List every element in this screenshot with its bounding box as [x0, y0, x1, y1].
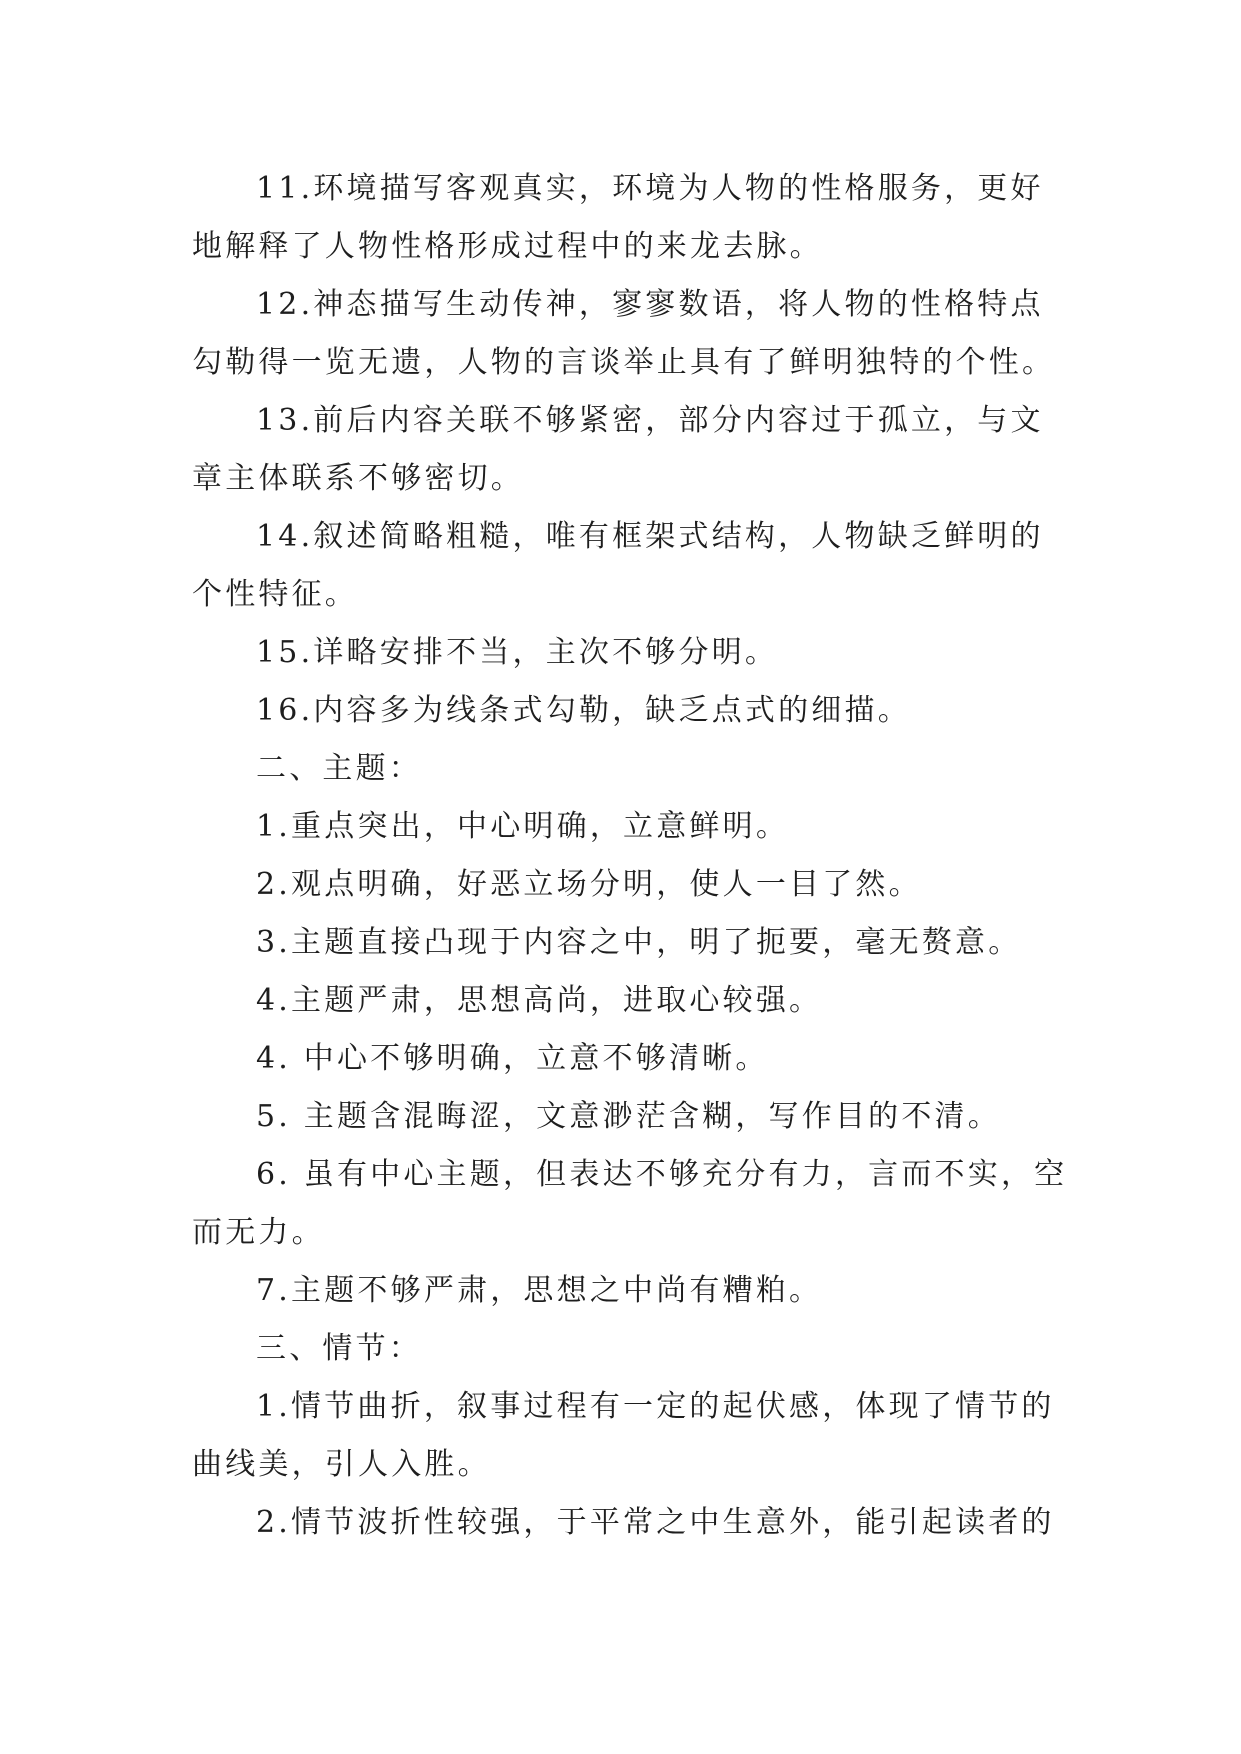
plot-item-1: 1.情节曲折，叙事过程有一定的起伏感，体现了情节的曲线美，引人入胜。: [192, 1389, 1055, 1482]
paragraph-12-expression: 12.神态描写生动传神，寥寥数语，将人物的性格特点勾勒得一览无遗，人物的言谈举止具有了鲜明独特的个性。: [192, 287, 1056, 380]
theme-item-4: 4.主题严肃，思想高尚，进取心较强。: [256, 983, 823, 1018]
paragraph-13-connection: 13.前后内容关联不够紧密，部分内容过于孤立，与文章主体联系不够密切。: [192, 403, 1044, 496]
document-body: [192, 160, 1070, 1552]
section-heading-theme: 二、主题：: [256, 751, 422, 786]
paragraph-14-narration: 14.叙述简略粗糙，唯有框架式结构，人物缺乏鲜明的个性特征。: [192, 519, 1044, 612]
section-heading-plot: 三、情节：: [256, 1331, 422, 1366]
theme-item-7: 7.主题不够严肃，思想之中尚有糟粕。: [256, 1273, 823, 1308]
plot-item-2: 2.情节波折性较强，于平常之中生意外，能引起读者的: [256, 1505, 1055, 1540]
paragraph-15-arrangement: 15.详略安排不当，主次不够分明。: [256, 635, 779, 670]
theme-item-5: 5. 主题含混晦涩，文意渺茫含糊，写作目的不清。: [256, 1099, 1001, 1134]
theme-item-3: 3.主题直接凸现于内容之中，明了扼要，毫无赘意。: [256, 925, 1022, 960]
paragraph-11-environment: 11.环境描写客观真实，环境为人物的性格服务，更好地解释了人物性格形成过程中的来龙去脉。: [192, 171, 1044, 264]
theme-item-6: 6. 虽有中心主题，但表达不够充分有力，言而不实，空而无力。: [192, 1157, 1068, 1250]
paragraph-16-content: 16.内容多为线条式勾勒，缺乏点式的细描。: [256, 693, 911, 728]
theme-item-2: 2.观点明确，好恶立场分明，使人一目了然。: [256, 867, 922, 902]
theme-item-1: 1.重点突出，中心明确，立意鲜明。: [256, 809, 790, 844]
theme-item-4b: 4. 中心不够明确，立意不够清晰。: [256, 1041, 769, 1076]
